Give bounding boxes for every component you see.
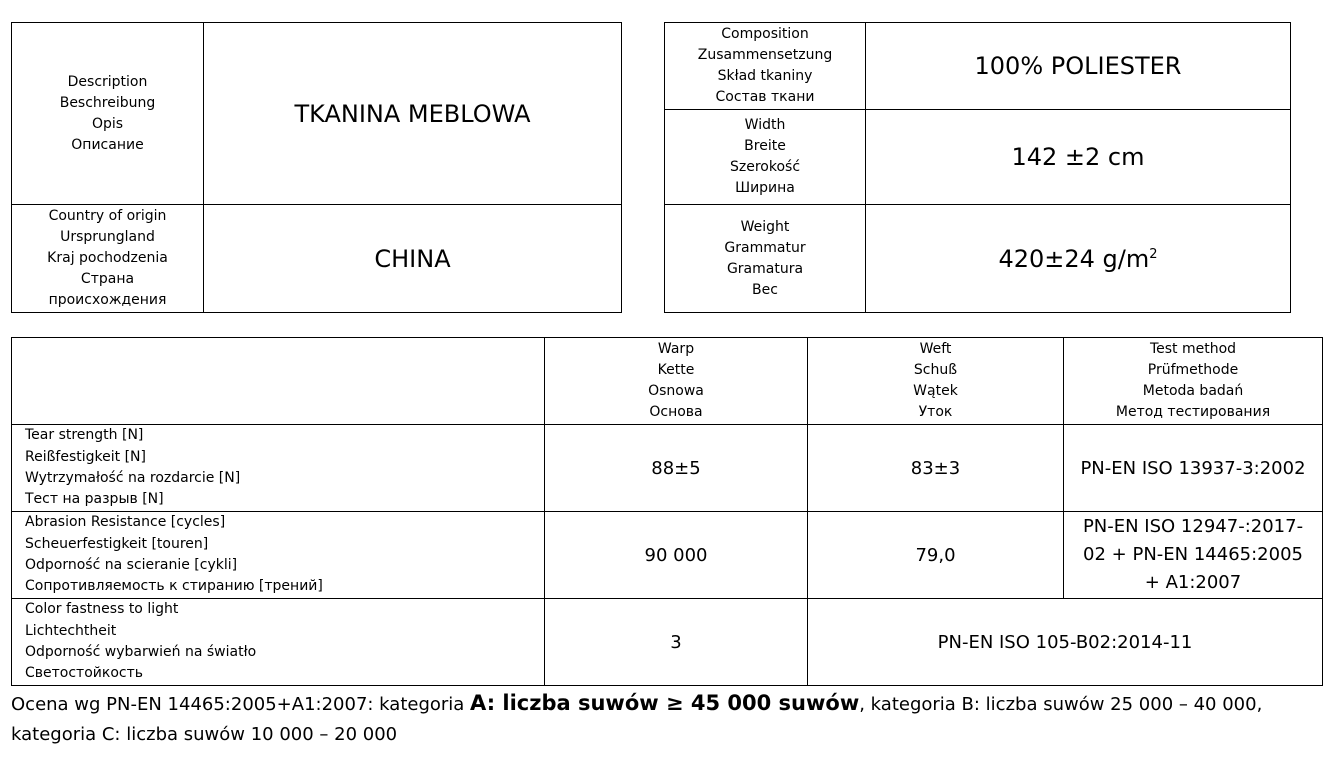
weight-value: 420±24 $g/m^2$ (866, 205, 1291, 313)
abrasion-warp: 90 000 (545, 512, 808, 599)
warp-header: Warp Kette Osnowa Основа (545, 338, 808, 425)
tear-strength-warp: 88±5 (545, 425, 808, 512)
color-fastness-warp: 3 (545, 599, 808, 686)
tear-strength-method: PN-EN ISO 13937-3:2002 (1064, 425, 1323, 512)
header-blank-cell (12, 338, 545, 425)
composition-value: 100% POLIESTER (866, 23, 1291, 110)
tear-strength-label: Tear strength [N] Reißfestigkeit [N] Wytrzymałość na rozdarcie [N] Тест на разрыв [N] (12, 425, 545, 512)
width-label: Width Breite Szerokość Ширина (665, 110, 866, 205)
composition-label: Composition Zusammensetzung Skład tkaniny Состав ткани (665, 23, 866, 110)
general-info-table (11, 22, 622, 313)
tear-strength-weft: 83±3 (808, 425, 1064, 512)
description-value: TKANINA MEBLOWA (204, 23, 622, 205)
specification-table (664, 22, 1291, 313)
abrasion-label: Abrasion Resistance [cycles] Scheuerfestigkeit [touren] Odporność na scieranie [cykli] Сопротивляемость к стиранию [трений] (12, 512, 545, 599)
color-fastness-label: Color fastness to light Lichtechtheit Odporność wybarwień na światło Светостойкость (12, 599, 545, 686)
weft-header: Weft Schuß Wątek Уток (808, 338, 1064, 425)
table-row (12, 599, 1323, 686)
test-results-table (11, 337, 1323, 686)
width-value: 142 ±2 cm (866, 110, 1291, 205)
weight-label: Weight Grammatur Gramatura Вес (665, 205, 866, 313)
table-row (12, 425, 1323, 512)
description-label: Description Beschreibung Opis Описание (12, 23, 204, 205)
table-row (12, 512, 1323, 599)
origin-value: CHINA (204, 205, 622, 313)
test-method-header: Test method Prüfmethode Metoda badań Метод тестирования (1064, 338, 1323, 425)
origin-label: Country of origin Ursprungland Kraj pochodzenia Страна происхождения (12, 205, 204, 313)
color-fastness-method: PN-EN ISO 105-B02:2014-11 (808, 599, 1323, 686)
abrasion-weft: 79,0 (808, 512, 1064, 599)
abrasion-rating-note: Ocena wg PN-EN 14465:2005+A1:2007: kategoria A: liczba suwów ≥ 45 000 suwów, kategoria B: liczba suwów 25 000 – 40 000, kategoria C: liczba suwów 10 000 – 20 000 (11, 691, 1263, 745)
abrasion-method: PN-EN ISO 12947-:2017- 02 + PN-EN 14465:2005 + A1:2007 (1064, 512, 1323, 599)
